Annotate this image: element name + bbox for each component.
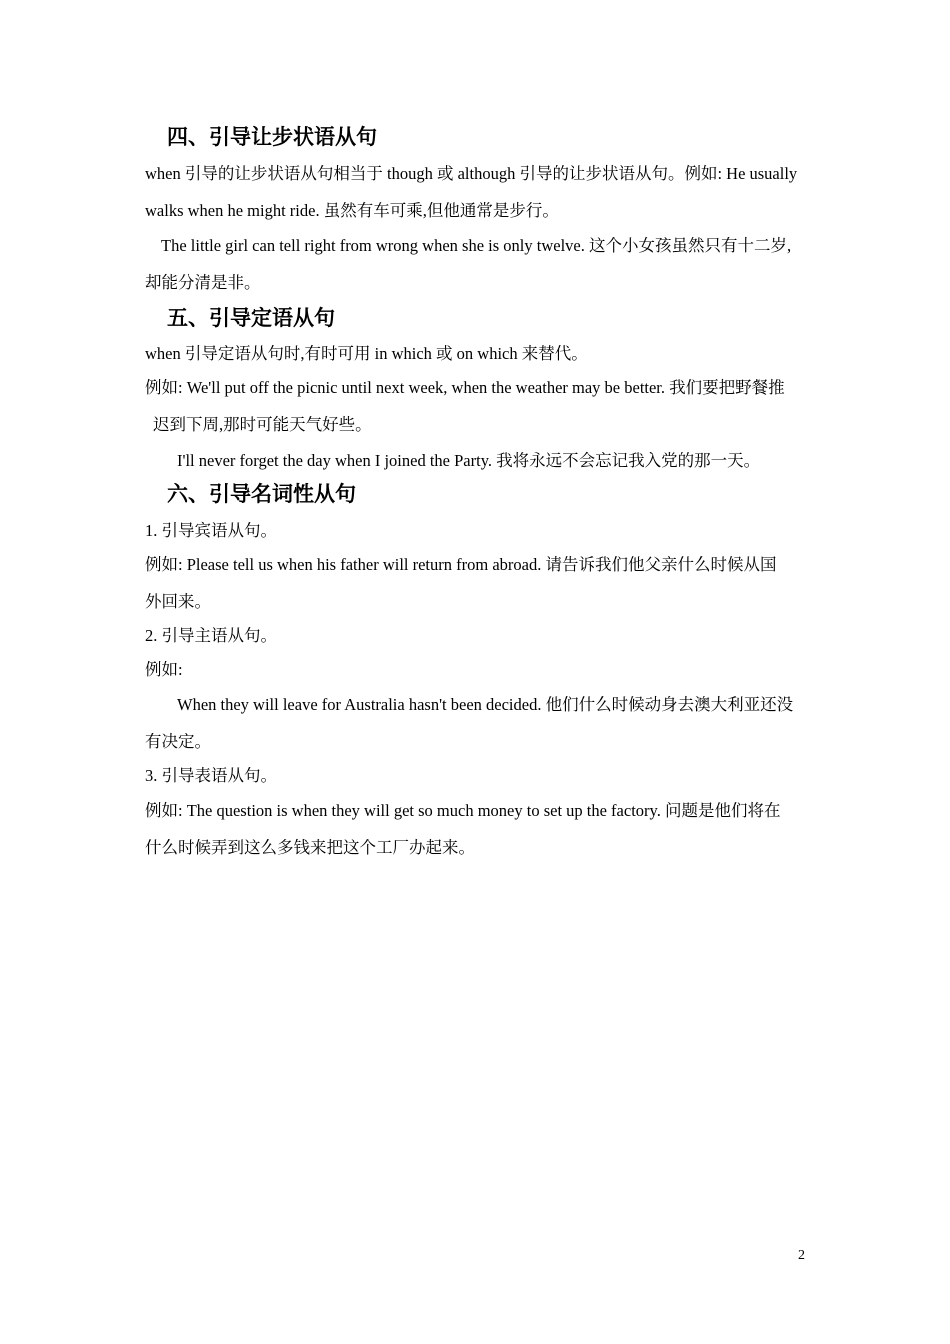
section-heading-nominal: 六、引导名词性从句 (167, 482, 356, 506)
list-item: 2. 引导主语从句。 (145, 626, 277, 645)
paragraph-line: when 引导的让步状语从句相当于 though 或 although 引导的让步状语从句。例如: He usually (145, 164, 798, 183)
paragraph-line: 迟到下周,那时可能天气好些。 (153, 415, 372, 434)
paragraph-line: I'll never forget the day when I joined the Party. 我将永远不会忘记我入党的那一天。 (177, 451, 761, 470)
paragraph-line: 却能分清是非。 (145, 273, 261, 292)
paragraph-line: 例如: The question is when they will get so much money to set up the factory. 问题是他们将在 (145, 801, 781, 820)
paragraph-line: when 引导定语从句时,有时可用 in which 或 on which 来替代。 (145, 344, 588, 363)
paragraph-line: The little girl can tell right from wrong when she is only twelve. 这个小女孩虽然只有十二岁, (161, 236, 792, 255)
section-heading-attributive: 五、引导定语从句 (167, 306, 335, 330)
list-item: 3. 引导表语从句。 (145, 766, 277, 785)
paragraph-line: 例如: Please tell us when his father will return from abroad. 请告诉我们他父亲什么时候从国 (145, 555, 777, 574)
paragraph-line: 什么时候弄到这么多钱来把这个工厂办起来。 (145, 838, 475, 857)
page-number: 2 (798, 1248, 805, 1263)
list-item: 1. 引导宾语从句。 (145, 521, 277, 540)
paragraph-line: 有决定。 (145, 732, 211, 751)
paragraph-line: When they will leave for Australia hasn't been decided. 他们什么时候动身去澳大利亚还没 (177, 695, 794, 714)
paragraph-line: 例如: (145, 660, 183, 679)
paragraph-line: walks when he might ride. 虽然有车可乘,但他通常是步行。 (145, 201, 559, 220)
section-heading-concession: 四、引导让步状语从句 (167, 125, 377, 149)
paragraph-line: 外回来。 (145, 592, 211, 611)
paragraph-line: 例如: We'll put off the picnic until next week, when the weather may be better. 我们要把野餐推 (145, 378, 785, 397)
